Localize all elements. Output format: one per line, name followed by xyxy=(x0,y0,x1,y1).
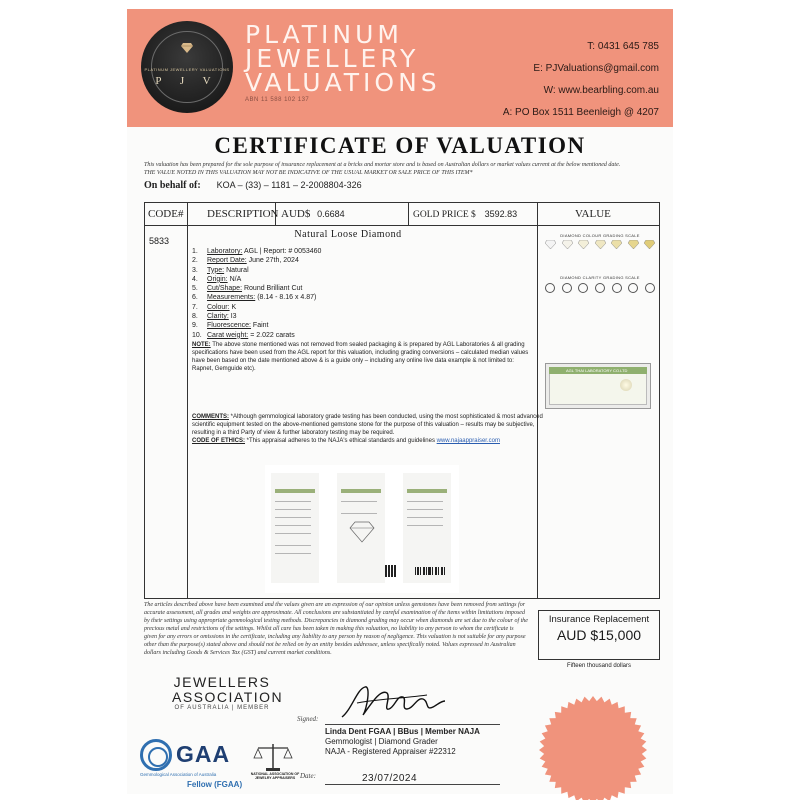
grader-role: Gemmologist | Diamond Grader xyxy=(325,737,438,746)
header-description: DESCRIPTION xyxy=(207,208,279,220)
gaa-mark-icon xyxy=(140,739,172,771)
spec-value: K xyxy=(229,303,237,311)
insurance-words: Fifteen thousand dollars xyxy=(566,663,632,669)
aud-label: AUD$ xyxy=(281,208,311,220)
insurance-value: AUD $15,000 xyxy=(556,627,642,643)
date-line xyxy=(325,784,500,785)
intro-line: This valuation has been prepared for the sole purpose of insurance replacement at a bricks and mortar store and is based on Australian dollars or market values current at the below mentioned date. xyxy=(144,162,621,168)
handwritten-signature xyxy=(337,679,447,724)
note-body: The above stone mentioned was not removed from sealed packaging & is prepared by AGL Laboratories & all grading specifications have been used from the AGL report for this valuation, including grading conversions – calculated median values have been based on the date mentioned above & is a guide only – including any online live data example & not limited to: Rapnet, Gemguide etc). xyxy=(192,342,529,372)
valuation-table xyxy=(144,202,660,599)
spec-label: Type: xyxy=(207,266,225,274)
insurance-replacement-box xyxy=(538,610,660,660)
slab-header: AGL THAI LABORATORY CO.LTD xyxy=(566,368,628,373)
certificate-title: CERTIFICATE OF VALUATION xyxy=(214,133,586,158)
colour-scale xyxy=(545,240,655,249)
naja-text: NATIONAL ASSOCIATION OF JEWELRY APPRAISERS xyxy=(250,772,300,780)
qr-code-icon xyxy=(385,565,397,577)
spec-value: N/A xyxy=(227,275,242,283)
grader-name: Linda Dent FGAA | BBus | Member NAJA xyxy=(325,727,480,736)
spec-value: (8.14 - 8.16 x 4.87) xyxy=(255,294,317,302)
spec-item xyxy=(192,321,321,330)
ja-line: JEWELLERS xyxy=(173,674,271,690)
ja-line: ASSOCIATION xyxy=(172,689,284,705)
spec-item xyxy=(192,266,321,275)
comments-body: *Although gemmological laboratory grade testing has been conducted, using the most sophisticated & most advanced scientific equipment tested on the above-mentioned gemstone stone for the purpose of this valuation – results may be subjective, resulting in a third Party of view & further laboratory testing may be required. xyxy=(192,414,543,436)
spec-item xyxy=(192,247,321,256)
grading-scales xyxy=(545,233,655,323)
grader-details xyxy=(325,727,480,757)
spec-value: Faint xyxy=(250,322,269,330)
comments-label: COMMENTS: xyxy=(192,414,229,420)
spec-number: 2. xyxy=(192,257,198,265)
company-logo xyxy=(141,21,233,113)
intro-text xyxy=(144,161,659,177)
brand-line: PLATINUM xyxy=(245,20,403,49)
spec-item xyxy=(192,284,321,293)
certificate-page xyxy=(127,9,673,794)
spec-number: 1. xyxy=(192,248,198,255)
fellow-label: Fellow (FGAA) xyxy=(187,780,243,789)
header-gold-price xyxy=(413,203,517,225)
gaa-subtitle: Gemmological Association of Australia xyxy=(140,772,217,777)
website: W: www.bearbling.com.au xyxy=(543,85,659,96)
spec-label: Colour: xyxy=(207,303,230,311)
clarity-scale-title: DIAMOND CLARITY GRADING SCALE xyxy=(560,275,640,280)
header-code: CODE# xyxy=(148,208,184,220)
contact-details xyxy=(503,36,659,124)
spec-value: AGL | Report: # 0053460 xyxy=(242,248,322,255)
spec-number: 8. xyxy=(192,313,198,321)
on-behalf-of xyxy=(144,180,362,191)
email: E: PJValuations@gmail.com xyxy=(533,63,659,74)
date-value: 23/07/2024 xyxy=(362,773,418,784)
header-value: VALUE xyxy=(575,208,611,220)
grader-naja: NAJA - Registered Appraiser #22312 xyxy=(325,747,456,756)
brand-line: JEWELLERY xyxy=(245,44,420,73)
spec-number: 9. xyxy=(192,322,198,330)
signed-label: Signed: xyxy=(297,715,319,723)
diamond-icon xyxy=(181,43,193,53)
scales-of-justice-icon xyxy=(250,742,296,772)
note-text xyxy=(192,341,536,373)
spec-label: Measurements: xyxy=(207,294,256,302)
behalf-value: KOA – (33) – 1181 – 2-2008804-326 xyxy=(216,180,362,190)
insurance-label: Insurance Replacement xyxy=(548,614,650,625)
spec-label: Fluorescence: xyxy=(207,322,251,330)
ja-line: OF AUSTRALIA | MEMBER xyxy=(174,705,270,711)
spec-item xyxy=(192,312,321,321)
colour-scale-title: DIAMOND COLOUR GRADING SCALE xyxy=(560,233,640,238)
signature-line xyxy=(325,724,500,725)
logo-small-text: PLATINUM JEWELLERY VALUATIONS xyxy=(144,67,230,72)
diamond-diagram-icon xyxy=(349,521,375,543)
date-label: Date: xyxy=(300,772,316,780)
brand-name xyxy=(245,20,441,97)
barcode-icon xyxy=(415,567,447,575)
spec-item xyxy=(192,331,321,340)
ethics-label: CODE OF ETHICS: xyxy=(192,438,246,444)
disclaimer-text: The articles described above have been examined and the values given are an expression of our opinion unless gemstones have been removed from settings for accurate assessment, all grades and weights are approximate. All conclusions are substantiated by careful examination of the items within limitations imposed by their settings using appropriate gemmological testing methods. Discrepancies in diamond grading may occur when diamonds are set due to the colour of the precious metal and restrictions of the settings. Whilst all care has been taken in making this valuation, no liability to any person to whom the certificate is given for any errors or omissions in the certificate, including any liability to any person by reason of negligence. This valuation is not suitable for any purpose other than the purpose(s) stated above and should not be relied on by an entity besides addressee, unless specifically noted. Values expressed in Australian dollars including Goods & Services Tax (GST) and current market conditions. xyxy=(144,602,528,656)
spec-item xyxy=(192,275,321,284)
spec-label: Report Date: xyxy=(207,257,247,265)
diamond-stone-icon xyxy=(620,379,632,391)
letterhead xyxy=(127,9,673,127)
spec-number: 4. xyxy=(192,275,198,283)
sealed-stone-slab xyxy=(545,363,651,409)
phone: T: 0431 645 785 xyxy=(587,41,659,52)
header-aud xyxy=(281,203,345,225)
spec-item xyxy=(192,303,321,312)
spec-value: Natural xyxy=(224,266,249,274)
official-seal xyxy=(538,695,648,800)
item-title: Natural Loose Diamond xyxy=(294,229,402,240)
spec-label: Cut/Shape: xyxy=(207,285,243,293)
spec-item xyxy=(192,293,321,302)
spec-number: 5. xyxy=(192,285,198,293)
intro-line: THE VALUE NOTED IN THIS VALUATION MAY NOT BE INDICATIVE OF THE USUAL MARKET OR SALE PRICE OF THIS ITEM* xyxy=(144,170,473,176)
spec-value: June 27th, 2024 xyxy=(246,257,299,265)
logo-initials: P J V xyxy=(155,75,219,87)
spec-value: = 2.022 carats xyxy=(248,331,295,339)
spec-label: Origin: xyxy=(207,275,228,283)
spec-value: I3 xyxy=(228,313,237,321)
item-code: 5833 xyxy=(149,236,170,246)
behalf-label: On behalf of: xyxy=(144,180,201,191)
jewellers-association-logo xyxy=(172,674,284,711)
gold-value: 3592.83 xyxy=(484,209,518,219)
spec-number: 6. xyxy=(192,294,198,302)
lab-report-thumbnail xyxy=(265,465,459,593)
ethics-body: *This appraisal adheres to the NAJA's ethical standards and guidelines xyxy=(245,438,437,444)
spec-label: Clarity: xyxy=(207,313,229,321)
clarity-scale xyxy=(545,283,655,293)
gaa-text: GAA xyxy=(176,741,231,767)
spec-label: Laboratory: xyxy=(207,248,243,255)
naja-logo xyxy=(250,742,300,788)
abn-number: ABN 11 588 102 137 xyxy=(245,97,310,103)
spec-number: 10. xyxy=(192,331,202,339)
spec-label: Carat weight: xyxy=(207,331,249,339)
spec-number: 3. xyxy=(192,266,198,274)
gold-label: GOLD PRICE $ xyxy=(413,210,476,220)
brand-line: VALUATIONS xyxy=(245,68,441,97)
spec-list xyxy=(192,247,321,340)
spec-item xyxy=(192,256,321,265)
spec-number: 7. xyxy=(192,303,198,311)
spec-value: Round Brilliant Cut xyxy=(242,285,303,293)
aud-value: 0.6684 xyxy=(317,209,345,219)
address: A: PO Box 1511 Beenleigh @ 4207 xyxy=(502,107,659,118)
comments xyxy=(192,413,544,445)
naja-link[interactable]: www.najaappraiser.com xyxy=(436,438,500,444)
note-label: NOTE: xyxy=(192,342,211,348)
